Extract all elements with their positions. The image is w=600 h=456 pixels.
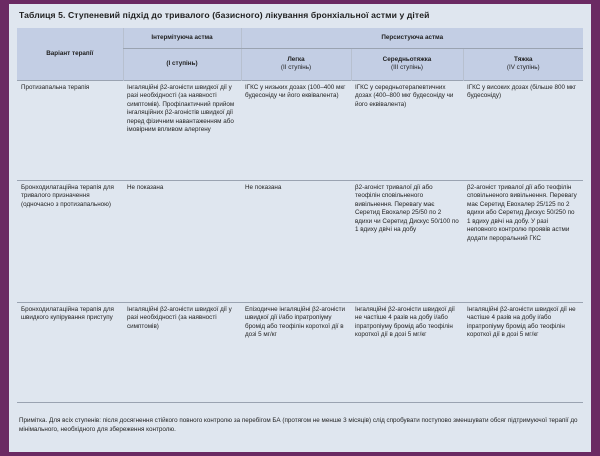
header-step2-label: (ІІ ступінь) xyxy=(280,64,312,71)
row2-step2: Не показана xyxy=(241,180,351,302)
header-variant: Варіант терапії xyxy=(17,28,123,80)
row1-step4: ІГКС у високих дозах (більше 800 мкг будесоніду) xyxy=(463,80,583,180)
footnote: Примітка. Для всіх ступенів: після досягнення стійкого повного контролю за перебігом БА (протягом не менше 3 місяців) слід спробувати поступово зменшувати обсяг підтримуючої терапії до мінімального, необхідного для збереження контролю. xyxy=(19,417,578,433)
header-step4 xyxy=(463,48,583,80)
document-page xyxy=(9,4,591,452)
row1-step2: ІГКС у низьких дозах (100–400 мкг будесоніду чи його еквівалента) xyxy=(241,80,351,180)
treatment-table xyxy=(17,28,583,408)
header-step1-label: (І ступінь) xyxy=(166,59,198,67)
header-step1 xyxy=(123,48,241,80)
row1-variant: Протизапальна терапія xyxy=(17,80,123,180)
row3-step4: Інгаляційні β2-агоністи швидкої дії не частіше 4 разів на добу і/або іпратропіуму бромід або теофілін короткої дії в дозі 5 мг/кг xyxy=(463,302,583,402)
row1-step3: ІГКС у середньотерапевтичних дозах (400–800 мкг будесоніду чи його еквівалента) xyxy=(351,80,463,180)
table-row xyxy=(17,80,583,180)
row3-step2: Епізодичне інгаляційні β2-агоністи швидкої дії і/або іпратропіуму бромід або теофілін короткої дії в дозі 5 мг/кг xyxy=(241,302,351,402)
table-row xyxy=(17,302,583,402)
header-severe: Тяжка xyxy=(514,55,533,63)
header-mild: Легка xyxy=(287,55,305,63)
table-title: Таблиця 5. Ступеневий підхід до тривалого (базисного) лікування бронхіальної астми у дітей xyxy=(19,10,430,20)
row3-variant: Бронходилатаційна терапія для швидкого купірування приступу xyxy=(17,302,123,402)
table-bottom-rule xyxy=(17,402,583,408)
row2-step3: β2-агоніст тривалої дії або теофілін сповільненого вивільнення. Перевагу має Серетид Евохалер 25/50 по 2 вдихи чи Серетид Дискус 50/100 по 1 вдиху двічі на добу xyxy=(351,180,463,302)
header-persistent: Персистуюча астма xyxy=(241,28,583,48)
header-step2 xyxy=(241,48,351,80)
header-step3 xyxy=(351,48,463,80)
header-intermittent: Інтермітуюча астма xyxy=(123,28,241,48)
row2-variant: Бронходилатаційна терапія для тривалого призначення (одночасно з протизапальною) xyxy=(17,180,123,302)
row2-step4: β2-агоніст тривалої дії або теофілін сповільненого вивільнення. Перевагу має Серетид Евохалер 25/125 по 2 вдихи або Серетид Дискус 50/250 по 1 вдиху двічі на добу. У разі неповного контролю проявів астми додати пероральний ГКС xyxy=(463,180,583,302)
row1-step1: Інгаляційні β2-агоністи швидкої дії у разі необхідності (за наявності симптомів). Профілактичний прийом інгаляційних β2-агоністів швидкої дії перед фізичним навантаженням або імовірним впливом алергену xyxy=(123,80,241,180)
header-step3-label: (ІІІ ступінь) xyxy=(390,64,423,71)
row2-step1: Не показана xyxy=(123,180,241,302)
header-step4-label: (IV ступінь) xyxy=(506,64,540,71)
table-row xyxy=(17,180,583,302)
row3-step3: Інгаляційні β2-агоністи швидкої дії не частіше 4 разів на добу і/або іпратропіуму бромід або теофілін короткої дії в дозі 5 мг/кг xyxy=(351,302,463,402)
row3-step1: Інгаляційні β2-агоністи швидкої дії у разі необхідності (за наявності симптомів) xyxy=(123,302,241,402)
header-moderate: Середньотяжка xyxy=(382,55,432,63)
